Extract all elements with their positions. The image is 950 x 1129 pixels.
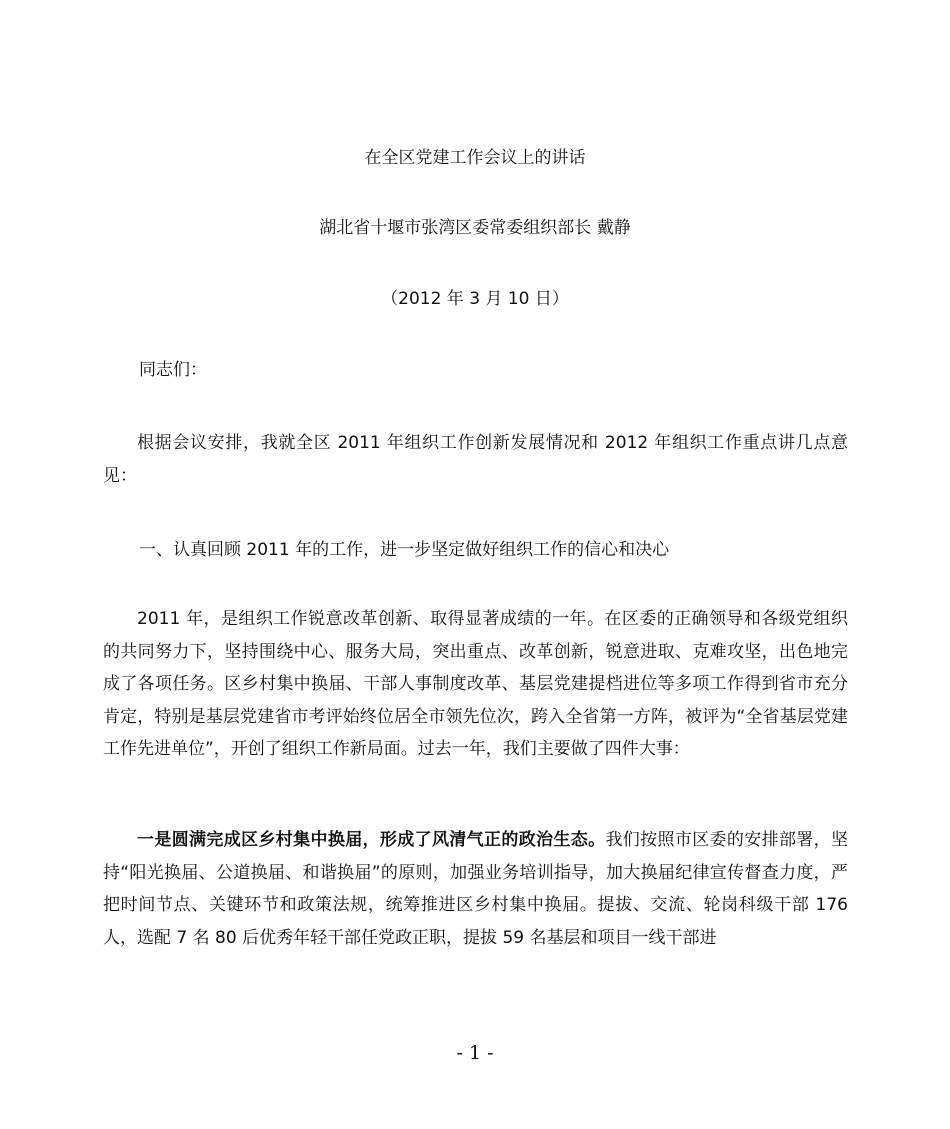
paragraph-2 [103,824,848,954]
document-title: 在全区党建工作会议上的讲话 [364,148,586,168]
page-number: - 1 - [456,1042,494,1064]
paragraph-2-body: 我们按照市区委的安排部署，坚持“阳光换届、公道换届、和谐换届”的原则，加强业务培训指导，加大换届纪律宣传督查力度，严把时间节点、关键环节和政策法规，统筹推进区乡村集中换届。提拔、交流、轮岗科级干部 176 人，选配 7 名 80 后优秀年轻干部任党政正职，提拔 59 名基层和项目一线干部进 [103,830,849,948]
paragraph-1: 2011 年，是组织工作锐意改革创新、取得显著成绩的一年。在区委的正确领导和各级党组织的共同努力下，坚持围绕中心、服务大局，突出重点、改革创新，锐意进取、克难攻坚，出色地完成了各项任务。区乡村集中换届、干部人事制度改革、基层党建提档进位等多项工作得到省市充分肯定，特别是基层党建省市考评始终位居全市领先位次，跨入全省第一方阵，被评为“全省基层党建工作先进单位”，开创了组织工作新局面。过去一年，我们主要做了四件大事： [103,609,848,759]
salutation: 同志们： [139,360,207,380]
document-date: （2012 年 3 月 10 日） [381,289,569,309]
paragraph-2-lead: 一是圆满完成区乡村集中换届，形成了风清气正的政治生态。 [137,830,606,850]
document-byline: 湖北省十堰市张湾区委常委组织部长 戴静 [319,218,631,238]
intro-paragraph: 根据会议安排，我就全区 2011 年组织工作创新发展情况和 2012 年组织工作重点讲几点意见： [103,433,848,486]
section-1-heading: 一、认真回顾 2011 年的工作，进一步坚定做好组织工作的信心和决心 [139,540,670,560]
